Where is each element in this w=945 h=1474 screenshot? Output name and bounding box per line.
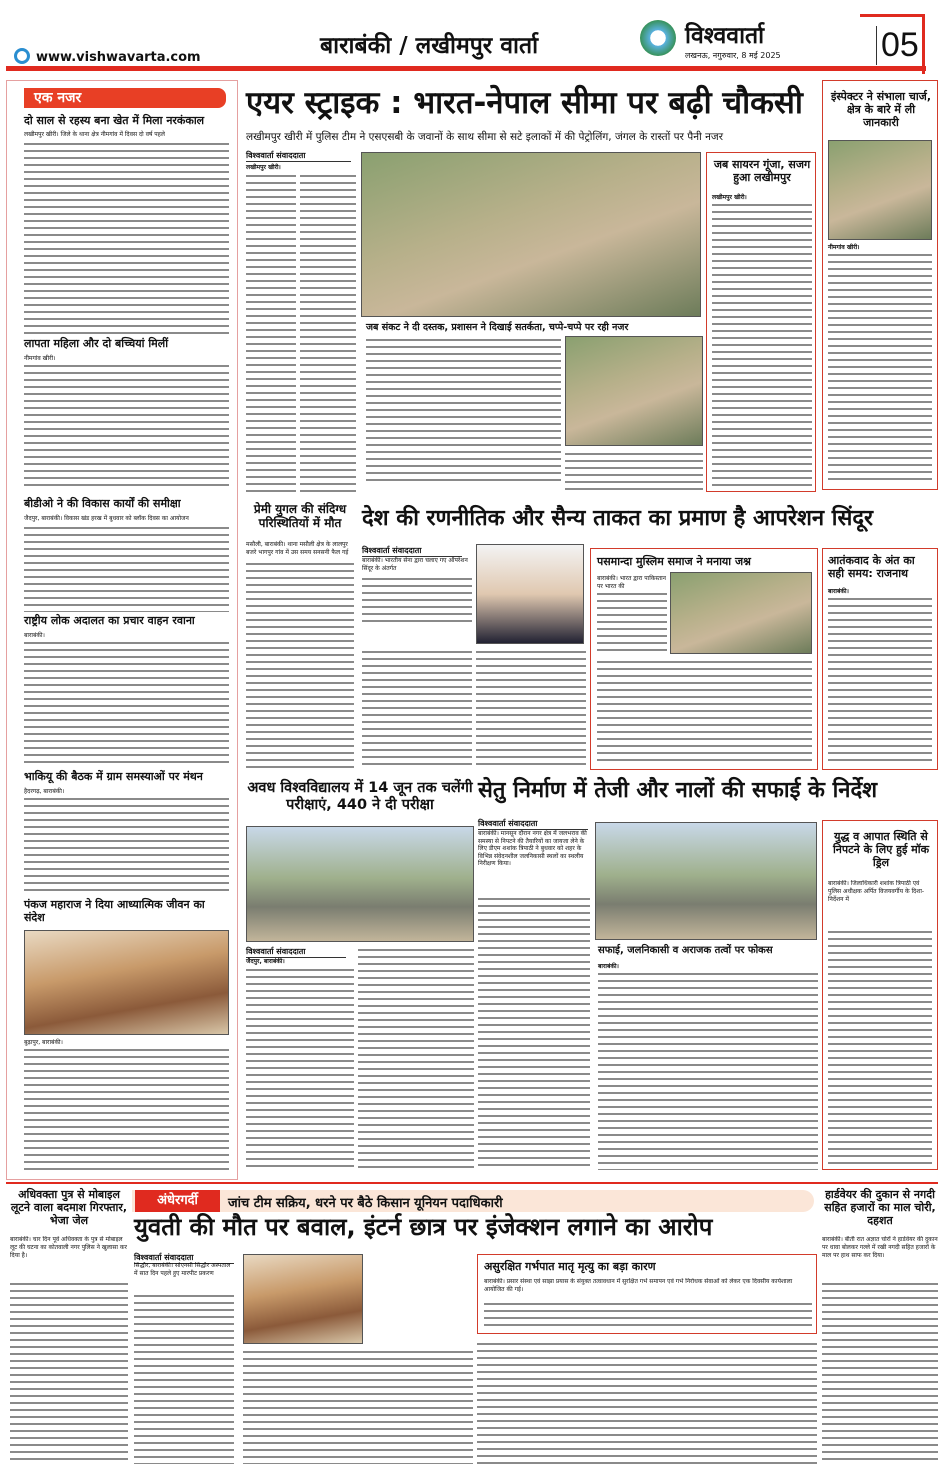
article-body [597, 590, 667, 655]
avadh-headline: अवध विश्वविद्यालय में 14 जून तक चलेंगी परीक्षाएं, 440 ने दी परीक्षा [247, 780, 473, 813]
article-body [358, 946, 474, 1171]
left-lead: बुढ़ापुर, बाराबंकी। [24, 1039, 63, 1046]
pasmanda-headline: पसमान्दा मुस्लिम समाज ने मनाया जश्न [597, 555, 751, 568]
article-body [134, 1292, 234, 1464]
article-body [828, 928, 932, 1164]
bottom-kicker: जांच टीम सक्रिय, धरने पर बैठे किसान यूनियन पदाधिकारी [228, 1196, 503, 1211]
bottom-divider [6, 1182, 938, 1184]
satsang-photo [24, 930, 229, 1035]
alert-photo [565, 336, 703, 446]
left-lead: नीमगांव खीरी। [24, 355, 56, 362]
lead-headline: एयर स्ट्राइक : भारत-नेपाल सीमा पर बढ़ी चौकसी [246, 85, 803, 121]
byline: विश्ववार्ता संवाददाता [478, 818, 588, 830]
article-body [246, 966, 354, 1171]
header-frame [860, 14, 925, 74]
article-body [478, 895, 590, 1171]
lead-subhead: लखीमपुर खीरी में पुलिस टीम ने एसएसबी के जवानों के साथ सीमा से सटे इलाकों में की पेट्रोलिंग, जंगल के रास्तों पर पैनी नजर [246, 131, 724, 143]
photo-caption: जब संकट ने दी दस्तक, प्रशासन ने दिखाई सतर्कता, चप्पे-चप्पे पर रही नजर [366, 322, 629, 333]
ek-nazar-label: एक नजर [24, 88, 226, 108]
byline: विश्ववार्ता संवाददाता [246, 946, 346, 958]
site-logo-icon [14, 48, 30, 64]
article-body [822, 1280, 938, 1465]
left-headline: राष्ट्रीय लोक अदालत का प्रचार वाहन रवाना [24, 614, 195, 627]
article-body [597, 658, 812, 763]
article-body [24, 1046, 229, 1171]
byline: विश्ववार्ता संवाददाता [362, 545, 462, 557]
left-lead: लखीमपुर खीरी। जिले के थाना क्षेत्र नीमगांव में दिवस दो वर्ष पहले [24, 131, 165, 138]
hardware-headline: हार्डवेयर की दुकान से नगदी सहित हजारों का माल चोरी, दहशत [824, 1188, 936, 1228]
article-body [476, 648, 586, 770]
article-body [246, 172, 296, 492]
lead-lead: लखीमपुर खीरी। [246, 164, 281, 171]
mockdrill-lead: बाराबंकी। जिलाधिकारी शशांक त्रिपाठी एवं पुलिस अधीक्षक अर्पित विजयवर्गीय के दिशा-निर्देशन में [828, 880, 925, 903]
article-body [828, 251, 932, 483]
left-lead: हैदरगढ़, बाराबंकी। [24, 788, 65, 795]
sindoor-lead: बाराबंकी। भारतीय सेना द्वारा चलाए गए ऑपरेशन सिंदूर के अंतर्गत [362, 557, 468, 572]
mockdrill-headline: युद्ध व आपात स्थिति से निपटने के लिए हुई मॉक ड्रिल [832, 830, 930, 870]
siren-lead: लखीमपुर खीरी। [712, 194, 747, 201]
left-headline: दो साल से रहस्य बना खेत में मिला नरकंकाल [24, 114, 205, 127]
left-headline: लापता महिला और दो बच्चियां मिलीं [24, 337, 169, 350]
portrait-photo [476, 544, 584, 644]
article-body [243, 1348, 473, 1464]
patrol-photo [361, 152, 701, 317]
brand-name: विश्ववार्ता [685, 23, 765, 49]
page-number: 05 [876, 26, 919, 65]
article-body [246, 560, 354, 772]
article-body [24, 362, 229, 490]
bottom-headline: युवती की मौत पर बवाल, इंटर्न छात्र पर इंजेक्शन लगाने का आरोप [134, 1213, 713, 1241]
article-body [10, 1280, 128, 1465]
pasmanda-lead: बाराबंकी। भारत द्वारा पाकिस्तान पर भारत की [597, 575, 666, 590]
article-body [712, 201, 812, 486]
setu-headline: सेतु निर्माण में तेजी और नालों की सफाई के निर्देश [478, 778, 878, 803]
article-body [477, 1340, 817, 1464]
article-body [24, 639, 229, 767]
byline: विश्ववार्ता संवाददाता [134, 1252, 234, 1264]
left-headline: पंकज महाराज ने दिया आध्यात्मिक जीवन का संदेश [24, 898, 205, 925]
byline: विश्ववार्ता संवाददाता [246, 150, 351, 162]
mobile-lead: बाराबंकी। चार दिन पूर्व अधिवक्ता के पुत्र से मोबाइल लूट की घटना का कोतवाली नगर पुलिस ने खुलासा कर दिया है। [10, 1236, 127, 1259]
rajnath-lead: बाराबंकी। [828, 588, 849, 595]
university-photo [246, 826, 474, 942]
premi-lead: मसौली, बाराबंकी। थाना मसौली क्षेत्र के लालपुर बजरे भागपुर गांव में उस समय सनसनी फैल गई [246, 541, 349, 556]
article-body [362, 575, 472, 625]
section-title: बाराबंकी / लखीमपुर वार्ता [320, 33, 539, 59]
article-body [24, 795, 229, 895]
mobile-headline: अधिवक्ता पुत्र से मोबाइल लूटने वाला बदमाश गिरफ्तार, भेजा जेल [10, 1188, 128, 1228]
inspector-headline: इंस्पेक्टर ने संभाला चार्ज, क्षेत्र के बारे में ली जानकारी [830, 90, 932, 130]
article-body [300, 172, 356, 492]
dateline: लखनऊ, नगुरुवार, 8 मई 2025 [685, 51, 781, 60]
siren-headline: जब सायरन गूंजा, सजग हुआ लखीमपुर [713, 158, 811, 185]
drain-inspection-photo [595, 822, 817, 940]
left-lead: जैदपुर, बाराबंकी। विकास खंड हरख में बुधवार को ब्लॉक दिवस का आयोजन [24, 515, 189, 522]
bottom-lead: सिद्धौर, बाराबंकी। सोएनसी सिद्धौर अस्पताल में सात दिन पहले हुए मारपीट प्रकरण [134, 1262, 231, 1277]
sindoor-headline: देश की रणनीतिक और सैन्य ताकत का प्रमाण है आपरेशन सिंदूर [362, 506, 874, 531]
article-body [484, 1300, 812, 1330]
andhergardi-label: अंधेरगर्दी [135, 1190, 220, 1212]
brand-logo-icon [640, 20, 676, 56]
article-body [598, 970, 818, 1170]
setu-lead: बाराबंकी। मानसून दौरान नगर क्षेत्र में जलभराव की समस्या से निपटने की तैयारियों का जायजा लेने के लिए डीएम शशांक त्रिपाठी ने बुधवार को शहर के विभिन्न संवेदनशील जलनिकासी स्थलों का स्थलीय निरीक्षण किया। [478, 830, 587, 867]
garbhpat-headline: असुरक्षित गर्भपात मातृ मृत्यु का बड़ा कारण [484, 1260, 656, 1273]
article-body [362, 648, 472, 770]
article-body [24, 140, 229, 335]
article-body [366, 336, 561, 486]
premi-headline: प्रेमी युगल की संदिग्ध परिस्थितियों में मौत [253, 502, 347, 531]
inspector-photo [828, 140, 932, 240]
hardware-lead: बाराबंकी। बीती रात अज्ञात चोरों ने हार्डवेयर की दुकान पर धावा बोलकर गल्ले में रखी नगदी सहित हजारों के माल पर हाथ साफ कर दिया। [822, 1236, 938, 1259]
safai-headline: सफाई, जलनिकासी व अराजक तत्वों पर फोकस [598, 945, 773, 956]
inspector-lead: नीमगांव खीरी। [828, 244, 860, 251]
left-headline: बीडीओ ने की विकास कार्यों की समीक्षा [24, 497, 181, 510]
article-body [24, 524, 229, 612]
avadh-lead: जैदपुर, बाराबंकी। [246, 958, 285, 965]
article-body [565, 450, 703, 490]
protest-photo [243, 1254, 363, 1344]
left-headline: भाकियू की बैठक में ग्राम समस्याओं पर मंथन [24, 770, 203, 783]
safai-lead: बाराबंकी। [598, 963, 619, 970]
celebration-photo [670, 572, 812, 654]
garbhpat-lead: बाराबंकी। प्रसार संस्था एवं साझा प्रयास के संयुक्त तत्वावधान में सुरक्षित गर्भ समापन एवं गर्भ निरोधक सेवाओं को लेकर एक दिवसीय कार्यशाला आयोजित की गई। [484, 1278, 793, 1293]
rajnath-headline: आतंकवाद के अंत का सही समय: राजनाथ [828, 554, 915, 581]
left-lead: बाराबंकी। [24, 632, 45, 639]
header-rule [6, 66, 926, 71]
website-url[interactable]: www.vishwavarta.com [36, 50, 201, 65]
article-body [828, 595, 932, 763]
